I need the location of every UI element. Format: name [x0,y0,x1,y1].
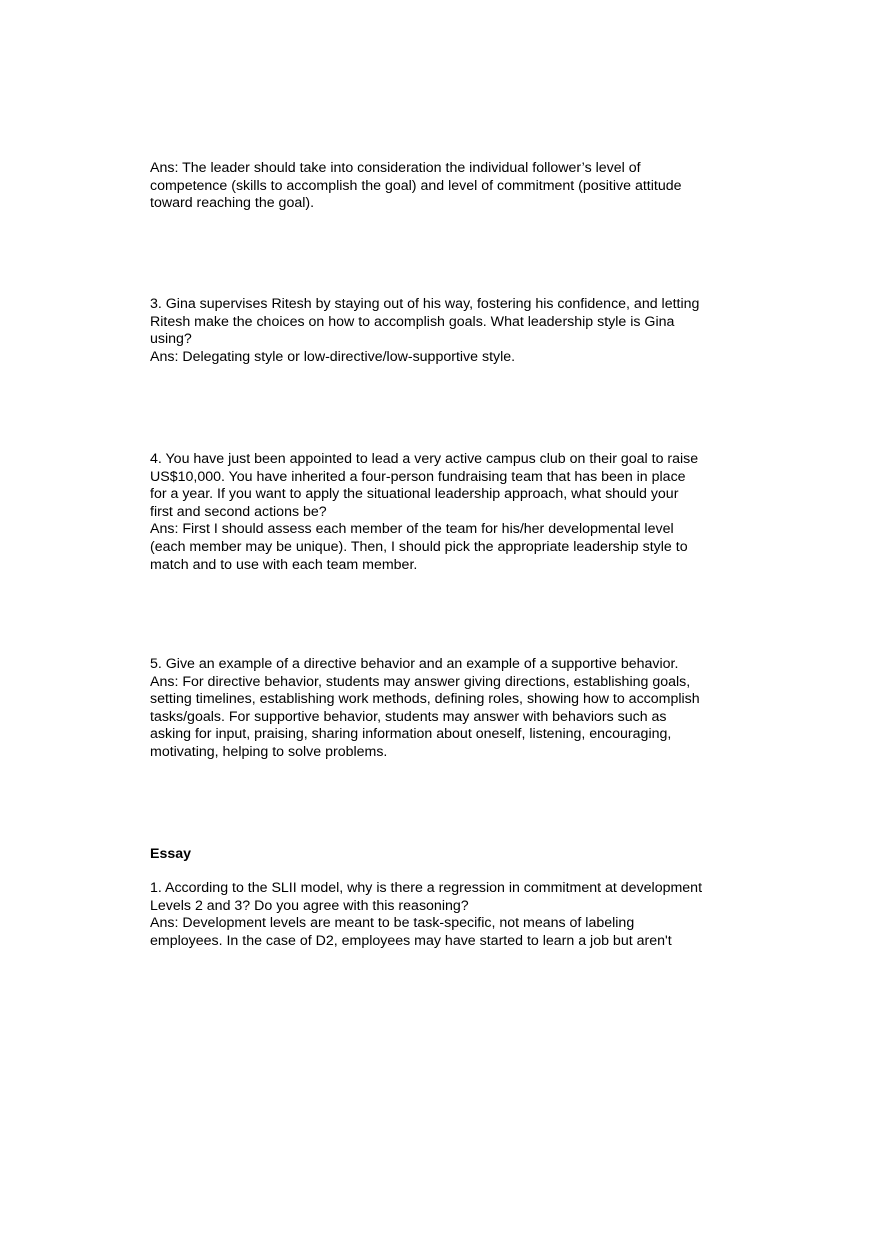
answer-block-2 [150,160,740,213]
section-heading: Essay [150,846,192,862]
answer-text: Ans: For directive behavior, students may answer giving directions, establishing goals, setting timelines, establishing work methods, defining roles, showing how to accomplish tasks/goals. For supportive behavior, students may answer with behaviors such as asking for input, praising, sharing information about oneself, listening, encouraging, motivating, helping to solve problems. [150,673,700,760]
question-block-3 [150,296,740,366]
question-text: 1. According to the SLII model, why is there a regression in commitment at development Levels 2 and 3? Do you agree with this reasoning? [150,880,703,914]
question-block-4 [150,451,740,574]
answer-text: Ans: The leader should take into consideration the individual follower’s level of competence (skills to accomplish the goal) and level of commitment (positive attitude toward reaching the goal). [150,160,682,212]
answer-text: Ans: Development levels are meant to be task-specific, not means of labeling employees. In the case of D2, employees may have started to learn a job but aren't [150,915,672,949]
question-text: 4. You have just been appointed to lead a very active campus club on their goal to raise US$10,000. You have inherited a four-person fundraising team that has been in place for a year. If you want to apply the situational leadership approach, what should your first and second actions be? [150,451,699,520]
essay-question-block-1 [150,880,740,950]
question-text: 3. Gina supervises Ritesh by staying out of his way, fostering his confidence, and letting Ritesh make the choices on how to accomplish goals. What leadership style is Gina using? [150,296,700,348]
question-text: 5. Give an example of a directive behavior and an example of a supportive behavior. [150,656,679,672]
question-block-5 [150,656,740,762]
essay-section [150,846,740,864]
answer-text: Ans: Delegating style or low-directive/low-supportive style. [150,348,516,365]
answer-text: Ans: First I should assess each member of the team for his/her developmental level (each member may be unique). Then, I should pick the appropriate leadership style to match and to use with each team member. [150,521,688,573]
